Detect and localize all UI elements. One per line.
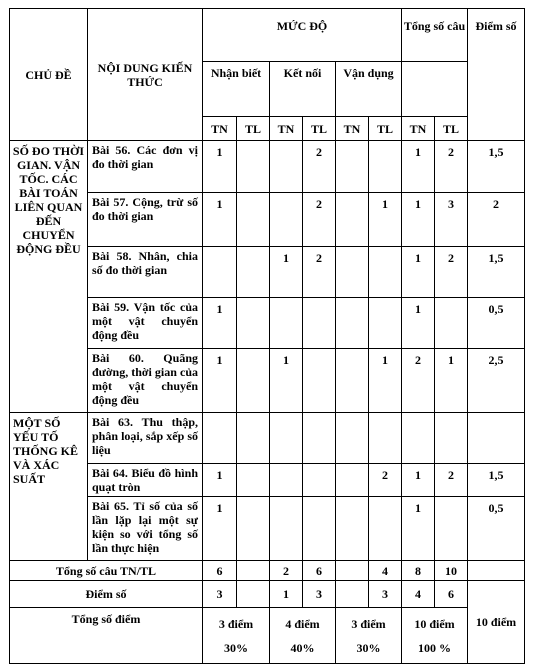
count-cell [237,141,270,193]
count-cell: 2 [435,464,468,497]
header-tn-4: TN [402,117,435,141]
count-cell [336,464,369,497]
count-cell: 1 [402,464,435,497]
header-tl-3: TL [369,117,402,141]
table-row [10,413,525,464]
summary-cell [237,581,270,608]
score-cell: 0,5 [468,298,525,349]
header-van-dung: Vận dụng [336,62,402,117]
count-cell [336,141,369,193]
count-cell [237,464,270,497]
table-row [10,298,525,349]
table-row [10,193,525,247]
count-cell [336,193,369,247]
summary-row-diem-so [10,581,525,608]
count-cell: 1 [203,193,237,247]
count-cell: 1 [203,497,237,561]
summary-tong-so-cau-label: Tổng số câu TN/TL [10,561,203,581]
count-cell: 2 [303,193,336,247]
count-cell [270,298,303,349]
count-cell [336,247,369,298]
header-tl-1: TL [237,117,270,141]
group-points: 4 điểm [285,617,320,631]
summary-cell: 2 [270,561,303,581]
count-cell [237,497,270,561]
count-cell [237,413,270,464]
count-cell [237,349,270,413]
summary-total-points: 10 điểm [468,581,525,664]
count-cell [270,413,303,464]
table-row [10,497,525,561]
group-percent: 30% [356,641,381,655]
count-cell [336,298,369,349]
count-cell: 1 [435,349,468,413]
summary-row-tong-so-cau [10,561,525,581]
count-cell [303,413,336,464]
exam-matrix-table [9,8,525,664]
count-cell [303,349,336,413]
count-cell [369,298,402,349]
lesson-cell: Bài 58. Nhân, chia số đo thời gian [88,247,203,298]
summary-group-ket-noi [270,608,336,664]
lesson-cell: Bài 60. Quãng đường, thời gian của một vật chuyển động đều [88,349,203,413]
group-percent: 30% [224,641,248,655]
summary-cell: 4 [369,561,402,581]
score-cell: 1,5 [468,141,525,193]
header-nhan-biet: Nhận biết [203,62,270,117]
count-cell: 1 [369,193,402,247]
count-cell [435,497,468,561]
topic-2: MỘT SỐ YẾU TỐ THỐNG KÊ VÀ XÁC SUẤT [10,413,88,561]
count-cell [336,413,369,464]
score-cell [468,413,525,464]
score-cell: 2,5 [468,349,525,413]
count-cell [369,141,402,193]
count-cell [270,497,303,561]
header-tong-so-cau: Tổng số câu [402,9,468,62]
count-cell: 1 [270,247,303,298]
summary-cell: 3 [369,581,402,608]
summary-cell: 10 [435,561,468,581]
count-cell [303,298,336,349]
matrix-table-wrapper [9,8,525,664]
header-tn-3: TN [336,117,369,141]
count-cell: 1 [402,298,435,349]
table-row [10,141,525,193]
score-cell: 1,5 [468,464,525,497]
topic-1: SỐ ĐO THỜI GIAN. VẬN TỐC. CÁC BÀI TOÁN LIÊN QUAN ĐẾN CHUYỂN ĐỘNG ĐỀU [10,141,88,413]
table-row [10,349,525,413]
lesson-cell: Bài 59. Vận tốc của một vật chuyển động đều [88,298,203,349]
score-cell: 2 [468,193,525,247]
summary-group-nhan-biet [203,608,270,664]
count-cell [270,464,303,497]
count-cell: 3 [435,193,468,247]
count-cell: 1 [203,464,237,497]
count-cell: 1 [203,141,237,193]
summary-cell: 6 [435,581,468,608]
group-percent: 100 % [418,641,451,655]
summary-tong-so-diem-label: Tổng số điểm [10,608,203,664]
count-cell: 2 [369,464,402,497]
count-cell [303,464,336,497]
header-tl-2: TL [303,117,336,141]
count-cell [270,193,303,247]
count-cell [203,413,237,464]
count-cell [203,247,237,298]
summary-diem-so-label: Điểm số [10,581,203,608]
count-cell: 1 [270,349,303,413]
count-cell [237,298,270,349]
summary-cell: 6 [303,561,336,581]
summary-cell [336,581,369,608]
header-noi-dung: NỘI DUNG KIẾN THỨC [88,9,203,141]
count-cell: 2 [435,247,468,298]
header-tn-2: TN [270,117,303,141]
count-cell [435,413,468,464]
header-tn-1: TN [203,117,237,141]
lesson-cell: Bài 63. Thu thập, phân loại, sắp xếp số liệu [88,413,203,464]
group-points: 10 điểm [414,617,455,631]
count-cell: 1 [203,298,237,349]
count-cell: 2 [402,349,435,413]
group-points: 3 điểm [218,617,254,631]
header-tong-blank [402,62,468,117]
summary-cell [237,561,270,581]
count-cell [369,497,402,561]
summary-row-tong-so-diem [10,608,525,664]
count-cell [369,247,402,298]
summary-cell: 4 [402,581,435,608]
header-tl-4: TL [435,117,468,141]
table-row [10,464,525,497]
count-cell [237,193,270,247]
summary-cell: 3 [303,581,336,608]
count-cell [402,413,435,464]
lesson-cell: Bài 64. Biểu đồ hình quạt tròn [88,464,203,497]
count-cell: 1 [203,349,237,413]
header-ket-noi: Kết nối [270,62,336,117]
count-cell: 1 [402,247,435,298]
group-percent: 40% [290,641,315,655]
count-cell [303,497,336,561]
lesson-cell: Bài 65. Tỉ số của số lần lặp lại một sự kiện so với tổng số lần thực hiện [88,497,203,561]
score-cell: 1,5 [468,247,525,298]
summary-cell: 3 [203,581,237,608]
header-muc-do: MỨC ĐỘ [203,9,402,62]
header-row-1 [10,9,525,62]
count-cell [237,247,270,298]
summary-group-tong [402,608,468,664]
count-cell [369,413,402,464]
header-diem-so: Điểm số [468,9,525,141]
count-cell: 2 [435,141,468,193]
count-cell: 1 [402,141,435,193]
summary-blank [468,561,525,581]
count-cell [270,141,303,193]
summary-group-van-dung [336,608,402,664]
summary-cell: 8 [402,561,435,581]
count-cell: 2 [303,247,336,298]
group-points: 3 điểm [351,617,386,631]
summary-cell: 1 [270,581,303,608]
count-cell [336,497,369,561]
table-row [10,247,525,298]
count-cell [336,349,369,413]
count-cell: 1 [369,349,402,413]
header-chu-de: CHỦ ĐỀ [10,9,88,141]
score-cell: 0,5 [468,497,525,561]
lesson-cell: Bài 56. Các đơn vị đo thời gian [88,141,203,193]
count-cell: 1 [402,497,435,561]
summary-cell [336,561,369,581]
count-cell [435,298,468,349]
count-cell: 1 [402,193,435,247]
summary-cell: 6 [203,561,237,581]
count-cell: 2 [303,141,336,193]
lesson-cell: Bài 57. Cộng, trừ số đo thời gian [88,193,203,247]
